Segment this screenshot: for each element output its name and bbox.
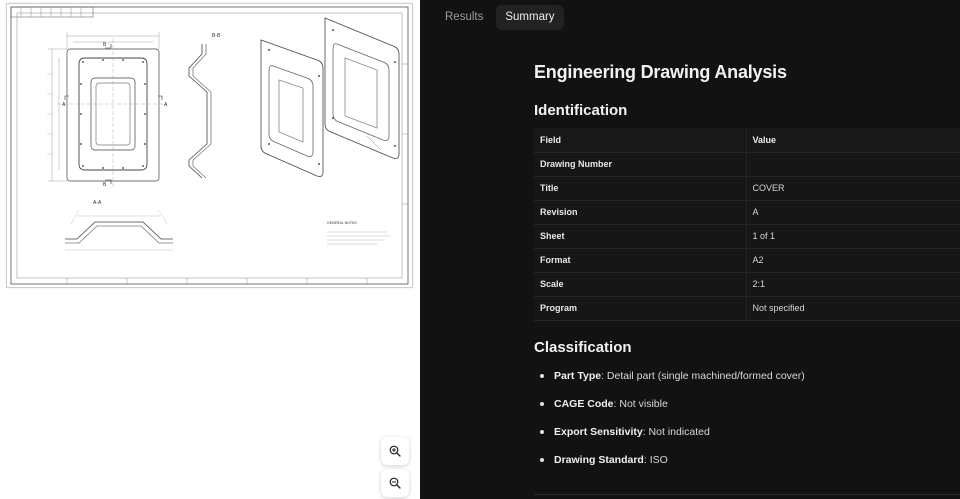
value-cell: COVER bbox=[746, 176, 960, 200]
item-separator: : bbox=[601, 369, 607, 382]
table-header-row bbox=[534, 128, 960, 152]
item-separator: : bbox=[613, 397, 620, 410]
item-value: ISO bbox=[649, 453, 668, 466]
column-header-field: Field bbox=[534, 128, 746, 152]
item-key: Part Type bbox=[554, 369, 602, 382]
table-row bbox=[534, 224, 960, 248]
identification-heading: Identification bbox=[534, 102, 628, 119]
summary-content bbox=[534, 62, 960, 480]
field-cell: Sheet bbox=[534, 224, 746, 248]
zoom-in-icon bbox=[389, 445, 401, 457]
tab-results[interactable]: Results bbox=[445, 11, 484, 23]
item-key: Drawing Standard bbox=[554, 453, 644, 466]
table-row bbox=[534, 152, 960, 176]
zoom-out-icon bbox=[389, 477, 401, 489]
list-item bbox=[534, 368, 960, 396]
section-bb-label: B-B bbox=[212, 33, 221, 39]
marker-a-left: A bbox=[62, 102, 66, 108]
zoom-out-button[interactable] bbox=[381, 469, 409, 497]
marker-a-right: A bbox=[164, 102, 168, 108]
field-cell: Format bbox=[534, 248, 746, 272]
item-value: Not visible bbox=[619, 397, 668, 410]
table-row bbox=[534, 296, 960, 320]
identification-table bbox=[534, 128, 960, 321]
list-item bbox=[534, 396, 960, 424]
value-cell bbox=[746, 152, 960, 176]
list-item bbox=[534, 452, 960, 480]
summary-panel bbox=[420, 0, 960, 499]
item-value: Not indicated bbox=[648, 425, 710, 438]
item-key: CAGE Code bbox=[554, 397, 614, 410]
classification-list bbox=[534, 368, 960, 480]
classification-heading: Classification bbox=[534, 338, 632, 356]
drawing-sheet[interactable] bbox=[6, 3, 413, 288]
value-cell: A2 bbox=[746, 248, 960, 272]
zoom-in-button[interactable] bbox=[381, 437, 409, 465]
table-row bbox=[534, 272, 960, 296]
item-separator: : bbox=[643, 453, 650, 466]
field-cell: Title bbox=[534, 176, 746, 200]
marker-b-top: B bbox=[103, 42, 107, 48]
field-cell: Drawing Number bbox=[534, 152, 746, 176]
section-aa-label: A-A bbox=[93, 200, 102, 206]
value-cell: Not specified bbox=[746, 296, 960, 320]
table-row bbox=[534, 176, 960, 200]
tab-summary[interactable]: Summary bbox=[496, 5, 563, 30]
table-row bbox=[534, 248, 960, 272]
value-cell: A bbox=[746, 200, 960, 224]
table-row bbox=[534, 200, 960, 224]
section-divider bbox=[534, 494, 960, 495]
drawing-viewer bbox=[0, 0, 420, 499]
field-cell: Revision bbox=[534, 200, 746, 224]
page-title: Engineering Drawing Analysis bbox=[534, 62, 787, 82]
field-cell: Scale bbox=[534, 272, 746, 296]
marker-b-bottom: B bbox=[103, 182, 107, 188]
engineering-drawing-image bbox=[7, 4, 412, 287]
value-cell: 1 of 1 bbox=[746, 224, 960, 248]
item-separator: : bbox=[642, 425, 649, 438]
notes-title: GENERAL NOTES: bbox=[327, 221, 358, 225]
value-cell: 2:1 bbox=[746, 272, 960, 296]
item-key: Export Sensitivity bbox=[554, 425, 643, 438]
field-cell: Program bbox=[534, 296, 746, 320]
list-item bbox=[534, 424, 960, 452]
column-header-value: Value bbox=[746, 128, 960, 152]
item-value: Detail part (single machined/formed cover) bbox=[606, 369, 805, 382]
tab-bar bbox=[436, 5, 564, 30]
